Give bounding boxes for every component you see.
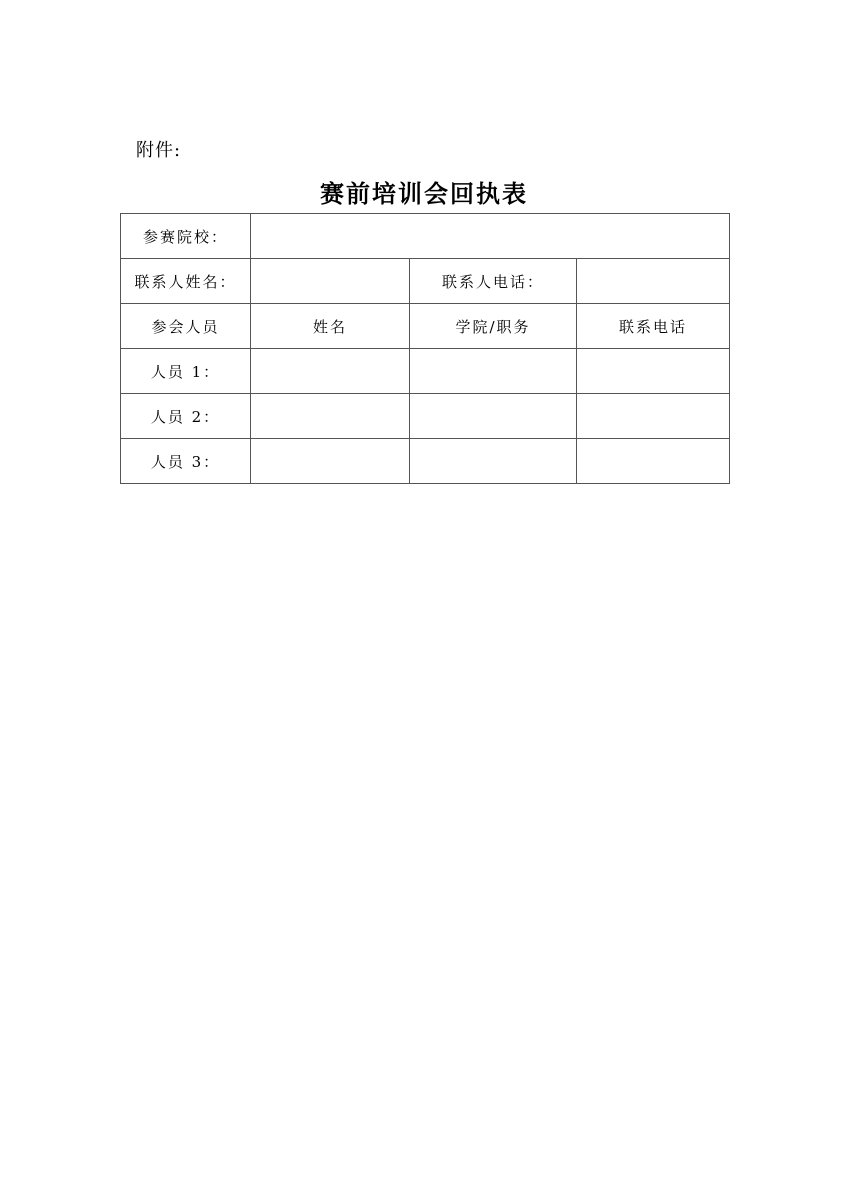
attachment-label: 附件:	[136, 140, 182, 161]
member-label: 人员 2：	[121, 394, 251, 439]
receipt-form-table	[120, 213, 730, 484]
member-phone-field[interactable]	[577, 439, 730, 484]
member-college-field[interactable]	[410, 349, 577, 394]
header-name: 姓名	[251, 304, 410, 349]
page-title: 赛前培训会回执表	[320, 179, 528, 208]
header-row	[121, 304, 730, 349]
member-name-field[interactable]	[251, 394, 410, 439]
table-row	[121, 394, 730, 439]
contact-row	[121, 259, 730, 304]
contact-name-label: 联系人姓名：	[121, 259, 251, 304]
member-label: 人员 3：	[121, 439, 251, 484]
school-field[interactable]	[251, 214, 730, 259]
contact-name-field[interactable]	[251, 259, 410, 304]
member-name-field[interactable]	[251, 439, 410, 484]
header-phone: 联系电话	[577, 304, 730, 349]
header-college-position: 学院/职务	[410, 304, 577, 349]
member-phone-field[interactable]	[577, 349, 730, 394]
member-college-field[interactable]	[410, 394, 577, 439]
header-participants: 参会人员	[121, 304, 251, 349]
member-college-field[interactable]	[410, 439, 577, 484]
school-label: 参赛院校：	[121, 214, 251, 259]
table-row	[121, 349, 730, 394]
school-row	[121, 214, 730, 259]
table-row	[121, 439, 730, 484]
contact-phone-label: 联系人电话：	[410, 259, 577, 304]
member-name-field[interactable]	[251, 349, 410, 394]
contact-phone-field[interactable]	[577, 259, 730, 304]
member-phone-field[interactable]	[577, 394, 730, 439]
member-label: 人员 1：	[121, 349, 251, 394]
